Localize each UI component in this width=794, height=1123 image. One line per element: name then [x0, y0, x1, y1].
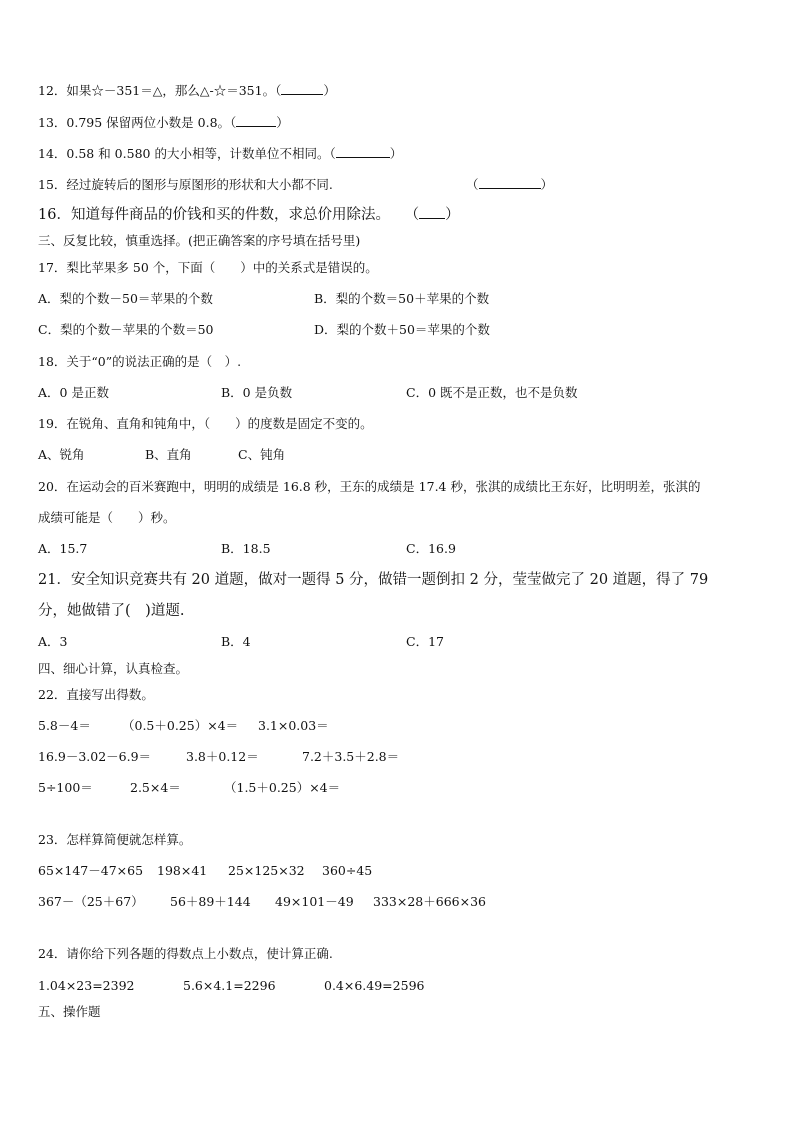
question-16: 16．知道每件商品的价钱和买的件数，求总价用除法。 （ ）: [38, 207, 460, 223]
calc-item: 367－（25＋67）: [38, 894, 144, 909]
section-3-heading: 三、反复比较，慎重选择。(把正确答案的序号填在括号里): [38, 233, 361, 248]
option-c[interactable]: C．17: [406, 634, 444, 649]
question-21-line-1: 21．安全知识竞赛共有 20 道题，做对一题得 5 分，做错一题倒扣 2 分，莹莹做完了 20 道题，得了 79: [38, 572, 709, 588]
calc-item: 3.1×0.03＝: [258, 718, 329, 733]
answer-blank[interactable]: [236, 115, 276, 127]
option-b[interactable]: B．梨的个数＝50＋苹果的个数: [314, 291, 490, 306]
calc-item: 333×28＋666×36: [373, 894, 486, 909]
question-22-stem: 22．直接写出得数。: [38, 687, 154, 702]
question-20-line-2: 成绩可能是（ ）秒。: [38, 510, 176, 525]
calc-item: 56＋89＋144: [170, 894, 251, 909]
calc-item: 198×41: [157, 863, 208, 878]
option-c[interactable]: C．0 既不是正数，也不是负数: [406, 385, 578, 400]
question-15-answer: （ ）: [466, 177, 554, 192]
question-18-stem: 18．关于“0”的说法正确的是（ ）.: [38, 354, 242, 369]
question-23-stem: 23．怎样算简便就怎样算。: [38, 832, 192, 847]
calc-item: 5÷100＝: [38, 780, 93, 795]
option-a[interactable]: A．梨的个数－50＝苹果的个数: [38, 291, 213, 306]
calc-item: 2.5×4＝: [130, 780, 181, 795]
question-21-line-2: 分，她做错了( )道题.: [38, 603, 185, 619]
option-a[interactable]: A．0 是正数: [38, 385, 109, 400]
section-4-heading: 四、细心计算，认真检查。: [38, 661, 189, 676]
option-a[interactable]: A、锐角: [38, 447, 85, 462]
option-b[interactable]: B．0 是负数: [221, 385, 293, 400]
option-a[interactable]: A．3: [38, 634, 68, 649]
calc-item: 1.04×23=2392: [38, 978, 135, 993]
option-a[interactable]: A．15.7: [38, 541, 88, 556]
option-b[interactable]: B、直角: [145, 447, 192, 462]
calc-item: （0.5＋0.25）×4＝: [122, 718, 239, 733]
calc-item: 0.4×6.49=2596: [324, 978, 425, 993]
calc-item: 49×101－49: [275, 894, 354, 909]
option-c[interactable]: C、钝角: [238, 447, 286, 462]
calc-item: 65×147－47×65: [38, 863, 144, 878]
option-b[interactable]: B．4: [221, 634, 251, 649]
answer-blank[interactable]: [281, 83, 323, 95]
answer-blank[interactable]: [419, 207, 445, 219]
question-17-stem: 17．梨比苹果多 50 个，下面（ ）中的关系式是错误的。: [38, 260, 378, 275]
question-19-stem: 19．在锐角、直角和钝角中，（ ）的度数是固定不变的。: [38, 416, 373, 431]
question-14: 14．0.58 和 0.580 的大小相等，计数单位不相同。（ ）: [38, 146, 403, 161]
option-c[interactable]: C．16.9: [406, 541, 456, 556]
answer-blank[interactable]: [336, 146, 390, 158]
question-15: 15．经过旋转后的图形与原图形的形状和大小都不同.: [38, 177, 333, 192]
section-5-heading: 五、操作题: [38, 1004, 101, 1019]
question-13: 13．0.795 保留两位小数是 0.8。（ ）: [38, 115, 289, 130]
calc-item: 16.9－3.02－6.9＝: [38, 749, 152, 764]
calc-item: 3.8＋0.12＝: [186, 749, 259, 764]
answer-blank[interactable]: [479, 177, 541, 189]
question-20-line-1: 20．在运动会的百米赛跑中，明明的成绩是 16.8 秒，王东的成绩是 17.4 秒，张淇的成绩比王东好，比明明差，张淇的: [38, 479, 701, 494]
calc-item: （1.5＋0.25）×4＝: [224, 780, 341, 795]
calc-item: 5.6×4.1=2296: [183, 978, 276, 993]
option-d[interactable]: D．梨的个数＋50＝苹果的个数: [314, 322, 490, 337]
calc-item: 7.2＋3.5＋2.8＝: [302, 749, 400, 764]
option-b[interactable]: B．18.5: [221, 541, 271, 556]
calc-item: 25×125×32: [228, 863, 305, 878]
option-c[interactable]: C．梨的个数－苹果的个数＝50: [38, 322, 214, 337]
calc-item: 360÷45: [322, 863, 373, 878]
calc-item: 5.8－4＝: [38, 718, 91, 733]
question-12: 12．如果☆－351＝△，那么△-☆＝351。（ ）: [38, 83, 336, 98]
question-24-stem: 24．请你给下列各题的得数点上小数点，使计算正确.: [38, 946, 333, 961]
